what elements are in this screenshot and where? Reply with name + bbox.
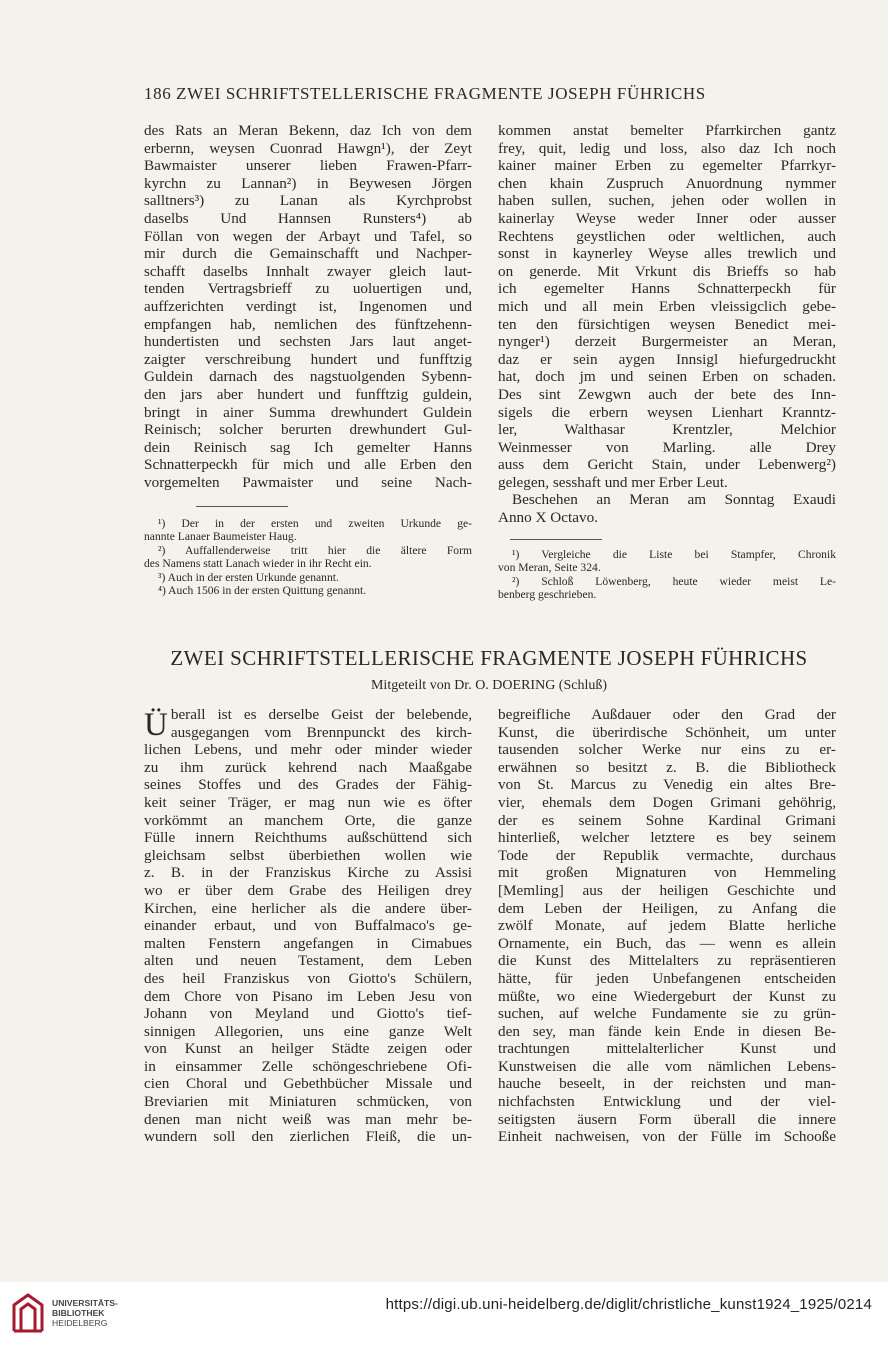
text-line: sonst in kaynerley Weyse alles trewlich und [498,245,836,263]
text-line: gleichsam selbst überbiethen wollen wie [144,846,472,864]
text-line: tausenden solcher Werke nur eins zu er- [498,741,836,759]
text-line: nynger¹) derzeit Burgermeister an Meran, [498,333,836,351]
text-line: wo er über dem Grabe des Heiligen drey [144,881,472,899]
text-line: ler, Walthasar Krentzler, Melchior [498,421,836,439]
library-name-line: BIBLIOTHEK [52,1308,105,1318]
text-line: Kirchen, eine herlicher als die andere über- [144,899,472,917]
text-line: der es seinem Sohne Kardinal Grimani [498,811,836,829]
text-line: ⁴) Auch 1506 in der ersten Quittung genannt. [158,584,367,598]
text-line: ³) Auch in der ersten Urkunde genannt. [158,570,339,584]
footnote-rule-right [510,539,602,540]
text-line: tenden Vertragsbrieff zu uoluertigen und, [144,280,472,298]
text-line: Beschehen an Meran am Sonntag Exaudi [512,491,836,509]
text-line: sigels die erbern weysen Lienhart Kranntz- [498,403,836,421]
text-line: nannte Lanaer Baumeister Haug. [144,530,297,544]
text-line: vorgemelten Pawmaister und seine Nach- [144,473,472,491]
text-line: zwölf Monate, auf jedem Blatte herliche [498,917,836,935]
footer-bar [0,1282,888,1346]
text-line: wundern soll den zierlichen Fleiß, die un- [144,1128,472,1146]
footnote-rule-left [196,506,288,507]
text-line: Anno X Octavo. [498,509,598,527]
text-line: z. B. in der Franziskus Kirche zu Assisi [144,864,472,882]
text-line: Breviarien mit Miniaturen schmücken, von [144,1093,472,1111]
text-line: kommen anstat bemelter Pfarrkirchen gantz [498,122,836,139]
text-line: vorkömmt an manchem Orte, die ganze [144,811,472,829]
text-line: des heil Franziskus von Giotto's Schülern, [144,969,472,987]
text-line: erwähnen so besitzt z. B. die Bibliotheck [498,758,836,776]
lower-left-column [144,706,472,1146]
text-line: dein Reinisch sag Ich gemelter Hanns [144,438,472,456]
text-line: ich egemelter Hanns Schnatterpeckh für [498,280,836,298]
text-line: hinterließ, welcher letztere es bey seinem [498,829,836,847]
text-line: ²) Auffallenderweise tritt hier die ältere Form [158,543,472,557]
text-line: ¹) Der in der ersten und zweiten Urkunde ge- [158,517,472,530]
text-line: salltners³) zu Lanan als Kyrchprobst [144,192,472,210]
text-line: ¹) Vergleiche die Liste bei Stampfer, Chronik [512,548,836,561]
byline: Mitgeteilt von Dr. O. DOERING (Schluß) [370,678,608,693]
text-line: Rechtens geystlichen oder weltlichen, auch [498,227,836,245]
text-line: Einheit nachweisen, von der Fülle im Schooße [498,1128,836,1146]
text-line: berall ist es derselbe Geist der belebende, [170,706,472,723]
text-line: Des sint Zewgwn auch der bete des Inn- [498,385,836,403]
text-line: zu ihm zurück kehrend nach Maaßgabe [144,758,472,776]
text-line: daz er sein aygen Innsigl hiefurgedruckht [498,350,836,368]
text-line: Bawmaister unserer lieben Frawen-Pfarr- [144,157,472,175]
article-title: ZWEI SCHRIFTSTELLERISCHE FRAGMENTE JOSEPH FÜHRICHS [170,646,808,670]
text-line: den sey, man fände kein Ende in diesen Be- [498,1022,836,1040]
text-line: ²) Schloß Löwenberg, heute wieder meist Le- [512,574,836,588]
text-line: alten und neuen Testament, dem Leben [144,952,472,970]
text-line: hauche beseelt, in der reichsten und man- [498,1075,836,1093]
text-line: suchen, auf welche Fundamente sie zu grün- [498,1005,836,1023]
text-line: sinnigen Allegorien, uns eine ganze Welt [144,1022,472,1040]
lower-right-column [498,706,836,1146]
text-line: einander erbaut, und von Buffalmaco's ge- [144,917,472,935]
text-line: Kunst, die überirdische Schönheit, um unter [498,723,836,741]
text-line: zaigter verschreibung hundert und funfftzig [144,350,472,368]
text-line: hätte, für jeden Unbefangenen entscheiden [498,969,836,987]
text-line: gelegen, sesshaft und mer Erber Leut. [498,473,728,491]
text-line: cien Choral und Gebethbücher Missale und [144,1075,472,1093]
text-line: Tode der Republik vermachte, durchaus [498,846,836,864]
text-line: Kunstweisen die alle vom nämlichen Lebens- [498,1057,836,1075]
text-line: vier, ehemals dem Dogen Grimani gehöhrig, [498,793,836,811]
text-line: on generde. Mit Vrkunt dis Brieffs so hab [498,262,836,280]
text-line: Reinisch; solcher berurten drewhundert Gul- [144,421,472,439]
text-line: seines Stoffes und des Grades der Fähig- [144,776,472,794]
text-line: chen khain Zuspruch Anuordnung nymmer [498,174,836,192]
text-line: ausgegangen vom Brennpunckt des kirch- [170,723,472,741]
running-head: 186 ZWEI SCHRIFTSTELLERISCHE FRAGMENTE JOSEPH FÜHRICHS [144,84,706,103]
text-line: Guldein darnach des nagstuolgenden Sybenn- [144,368,472,386]
text-line: Weinmesser von Marling. alle Drey [498,438,836,456]
text-line: des Rats an Meran Bekenn, daz Ich von dem [144,122,472,139]
text-line: Johann von Meyland und Giotto's tief- [144,1005,472,1023]
library-name-line: UNIVERSITÄTS- [52,1298,118,1308]
text-line: Föllan von wegen der Arbayt und Tafel, so [144,227,472,245]
text-line: dem Leben der Heiligen, zu Anfang die [498,899,836,917]
text-line: auffzerichten verdingt ist, Ingenomen und [144,297,472,315]
text-line: daselbs Und Hannsen Runsters⁴) ab [144,209,472,227]
text-line: des Namens statt Lanach wieder in ihr Recht ein. [144,557,372,571]
text-line: Schnatterpeckh für mich und alle Erben den [144,456,472,474]
text-line: in einsammer Zelle schöngeschriebene Ofi- [144,1057,472,1075]
library-name [52,1298,118,1328]
text-line: auss dem Gericht Stain, under Lebenwerg²) [498,456,836,474]
text-line: von Kunst an heilger Städte zeigen oder [144,1040,472,1058]
text-line: kainer mainer Erben zu egemelter Pfarrkyr- [498,157,836,175]
text-line: nichfachsten Entwicklung und der viel- [498,1093,836,1111]
text-line: [Memling] aus der heiligen Geschichte und [498,881,836,899]
text-line: kainerlay Weyse weder Inner oder ausser [498,209,836,227]
text-line: mich und all mein Erben vleissigclich gebe- [498,297,836,315]
text-line: trachtungen mittelalterlicher Kunst und [498,1040,836,1058]
source-url[interactable]: https://digi.ub.uni-heidelberg.de/diglit/christliche_kunst1924_1925/0214 [385,1296,872,1313]
text-line: hundertisten und sechsten Jars laut anget- [144,333,472,351]
text-line: begreifliche Außdauer oder den Grad der [498,706,836,723]
text-line: von Meran, Seite 324. [498,561,601,575]
text-line: kyrchn zu Lannan²) in Beywesen Jörgen [144,174,472,192]
text-line: lichen Lebens, und mehr oder minder wieder [144,741,472,759]
upper-right-column [498,122,836,527]
library-name-line: HEIDELBERG [52,1318,108,1328]
text-line: haben sullen, suchen, jehen oder wollen in [498,192,836,210]
text-line: die Kunst des Mittelalters zu repräsentieren [498,952,836,970]
text-line: dem Chore von Pisano im Leben Jesu von [144,987,472,1005]
footnotes-right [498,548,836,602]
footnotes-left [144,517,472,597]
text-line: ten den fürsichtigen weysen Benedict mei- [498,315,836,333]
upper-left-column [144,122,472,491]
text-line: müßte, wo eine Wiedergeburt der Kunst zu [498,987,836,1005]
text-line: mit großen Mignaturen von Hemmeling [498,864,836,882]
text-line: Ornamente, ein Buch, das — wenn es allein [498,934,836,952]
text-line: mir durch die Gemainschafft und Nachper- [144,245,472,263]
text-line: malten Fenstern angefangen in Cimabues [144,934,472,952]
text-line: Fülle innern Reichthums außschüttend sich [144,829,472,847]
text-line: den jars aber hundert und funfftzig guldein, [144,385,472,403]
text-line: keit seiner Träger, er mag nun wie es öfter [144,793,472,811]
text-line: hat, doch jm und seinen Erben on schaden. [498,368,836,386]
text-line: empfangen hab, nemlichen des fünftzehenn- [144,315,472,333]
text-line: frey, quit, ledig und loss, also daz Ich noch [498,139,836,157]
text-line: seitigsten äusern Form überall die innere [498,1110,836,1128]
text-line: schafft daselbs Innhalt zwayer gleich laut- [144,262,472,280]
text-line: bringt in ainer Summa drewhundert Guldein [144,403,472,421]
text-line: benberg geschrieben. [498,588,597,602]
text-line: von St. Marcus zu Venedig ein altes Bre- [498,776,836,794]
text-line: erbernn, weysen Cuonrad Hawgn¹), der Zeyt [144,139,472,157]
text-line: denen man nicht weiß was man mehr be- [144,1110,472,1128]
dropcap: Ü [144,707,168,743]
library-logo-icon [10,1291,46,1335]
